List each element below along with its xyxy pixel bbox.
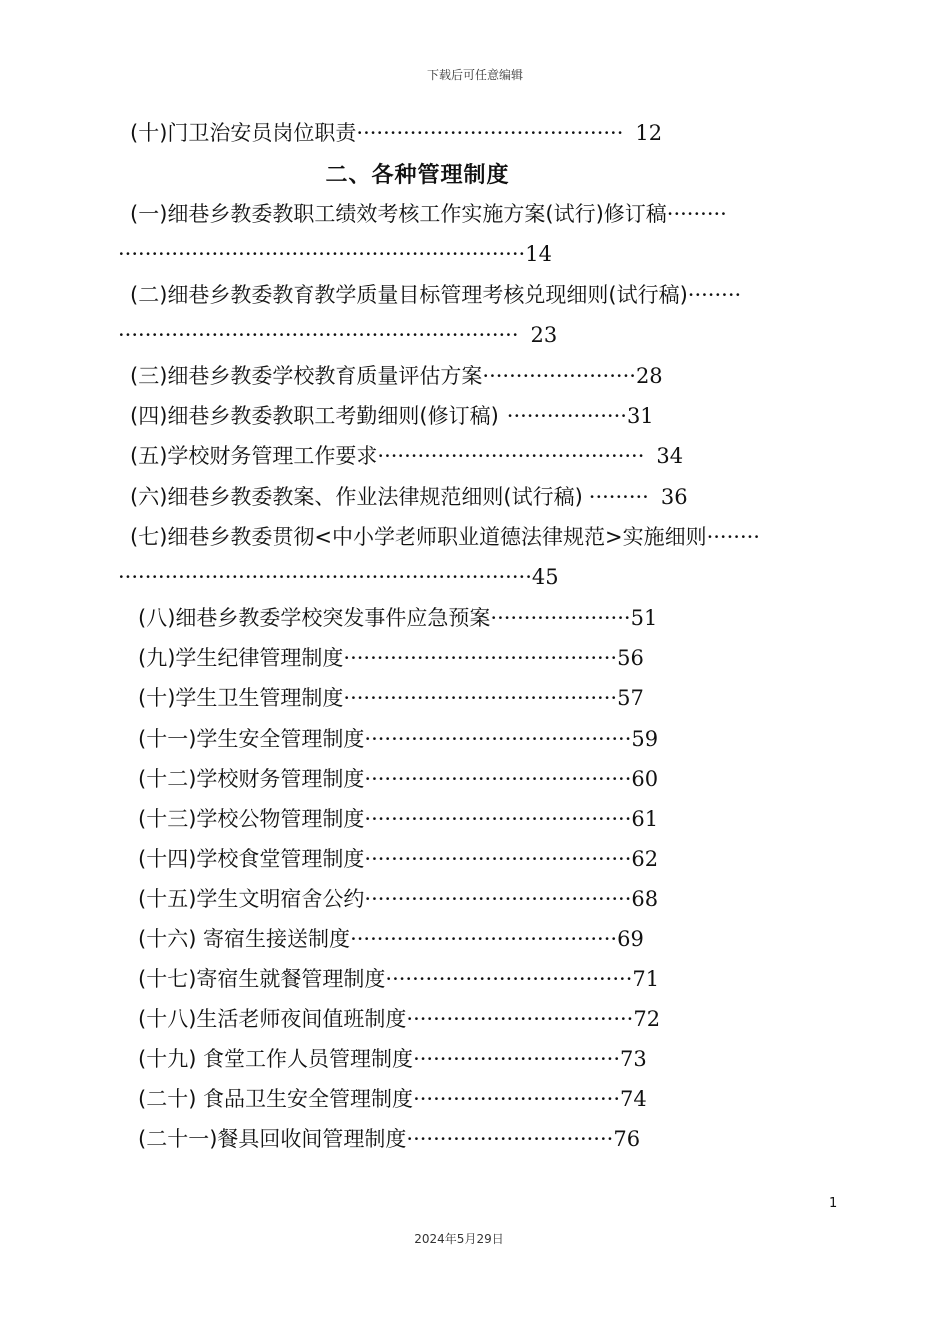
toc-page-number: 72 (633, 1007, 661, 1031)
toc-leader-dots: ········································· (343, 646, 618, 670)
toc-leader-dots: ·································· (406, 1007, 634, 1031)
toc-entry-label: (二十) 食品卫生安全管理制度 (138, 1087, 414, 1111)
toc-entry-ethics[interactable] (130, 523, 760, 551)
toc-entry-night-duty[interactable] (138, 1005, 660, 1033)
toc-entry-label: (七)细巷乡教委贯彻<中小学老师职业道德法律规范>实施细则 (130, 525, 707, 549)
toc-entry-label: (十五)学生文明宿舍公约 (138, 887, 365, 911)
page-number: 1 (829, 1196, 838, 1211)
toc-entry-label: (五)学校财务管理工作要求 (130, 444, 378, 468)
toc-page-number: 56 (617, 646, 644, 670)
toc-entry-performance-continued[interactable] (118, 240, 552, 268)
toc-entry-lesson-plan[interactable] (130, 483, 688, 511)
toc-page-number: 76 (613, 1127, 641, 1151)
toc-page-number: 23 (530, 323, 558, 347)
toc-entry-safety[interactable] (138, 725, 658, 753)
toc-entry-food-safety[interactable] (138, 1085, 647, 1113)
toc-entry-attendance[interactable] (130, 402, 654, 430)
toc-entry-finance-requirements[interactable] (130, 442, 683, 470)
toc-leader-dots: ········· (588, 485, 649, 509)
toc-leader-dots: ·················· (506, 404, 627, 428)
toc-page-number: 36 (660, 485, 688, 509)
toc-leader-dots: ········· (666, 202, 727, 226)
toc-entry-label: (八)细巷乡教委学校突发事件应急预案 (138, 606, 491, 630)
toc-entry-label: (十九) 食堂工作人员管理制度 (138, 1047, 414, 1071)
toc-page-number: 73 (620, 1047, 647, 1071)
toc-entry-label: (四)细巷乡教委教职工考勤细则(修订稿) (130, 404, 499, 428)
toc-leader-dots: ···························································· (118, 323, 519, 347)
toc-page-number: 69 (617, 927, 644, 951)
toc-page-number: 14 (525, 242, 552, 266)
toc-leader-dots: ······················· (482, 364, 636, 388)
toc-page-number: 68 (631, 887, 659, 911)
toc-leader-dots: ········ (687, 283, 742, 307)
toc-entry-boarding-transport[interactable] (138, 925, 644, 953)
toc-leader-dots: ······························································ (118, 565, 532, 589)
toc-page-number: 34 (656, 444, 684, 468)
toc-entry-boarding-meal[interactable] (138, 965, 659, 993)
toc-page-number: 61 (631, 807, 659, 831)
toc-entry-label: (十七)寄宿生就餐管理制度 (138, 967, 386, 991)
toc-entry-label: (二)细巷乡教委教育教学质量目标管理考核兑现细则(试行稿) (130, 283, 688, 307)
toc-page-number: 59 (631, 727, 659, 751)
toc-page-number: 51 (630, 606, 658, 630)
toc-entry-label: (二十一)餐具回收间管理制度 (138, 1127, 407, 1151)
toc-leader-dots: ········································ (356, 121, 624, 145)
toc-entry-performance[interactable] (130, 200, 727, 228)
toc-leader-dots: ····························································· (118, 242, 526, 266)
toc-entry-guard-duty[interactable] (130, 119, 662, 147)
toc-leader-dots: ······························· (413, 1087, 620, 1111)
toc-entry-ethics-continued[interactable] (118, 563, 559, 591)
toc-entry-label: (十六) 寄宿生接送制度 (138, 927, 351, 951)
toc-page-number: 28 (635, 364, 663, 388)
toc-entry-label: (九)学生纪律管理制度 (138, 646, 344, 670)
footer-date: 2024年5月29日 (414, 1232, 504, 1246)
toc-entry-finance[interactable] (138, 765, 658, 793)
toc-entry-label: (三)细巷乡教委学校教育质量评估方案 (130, 364, 483, 388)
page-header: 下载后可任意编辑 (426, 68, 523, 82)
toc-leader-dots: ········································ (364, 727, 632, 751)
toc-leader-dots: ········································ (377, 444, 645, 468)
toc-page-number: 31 (626, 404, 654, 428)
toc-entry-label: (十一)学生安全管理制度 (138, 727, 365, 751)
toc-page-number: 12 (635, 121, 663, 145)
toc-leader-dots: ····················· (490, 606, 631, 630)
toc-page-number: 71 (632, 967, 660, 991)
toc-leader-dots: ······························· (406, 1127, 614, 1151)
toc-leader-dots: ········································ (364, 767, 632, 791)
toc-entry-dormitory[interactable] (138, 885, 658, 913)
toc-leader-dots: ······························· (413, 1047, 620, 1071)
toc-entry-label: (十)门卫治安员岗位职责 (130, 121, 357, 145)
toc-entry-label: (十二)学校财务管理制度 (138, 767, 365, 791)
toc-page-number: 60 (631, 767, 659, 791)
toc-page-number: 45 (531, 565, 559, 589)
toc-page-number: 62 (631, 847, 659, 871)
toc-entry-hygiene[interactable] (138, 684, 644, 712)
toc-entry-label: (十八)生活老师夜间值班制度 (138, 1007, 407, 1031)
section-title: 二、各种管理制度 (325, 163, 510, 188)
toc-entry-emergency[interactable] (138, 604, 657, 632)
toc-entry-label: (十)学生卫生管理制度 (138, 686, 344, 710)
toc-entry-label: (六)细巷乡教委教案、作业法律规范细则(试行稿) (130, 485, 583, 509)
toc-entry-quality[interactable] (130, 281, 741, 309)
toc-leader-dots: ········································ (364, 847, 632, 871)
toc-entry-label: (一)细巷乡教委教职工绩效考核工作实施方案(试行)修订稿 (130, 202, 667, 226)
toc-entry-label: (十三)学校公物管理制度 (138, 807, 365, 831)
toc-page-number: 74 (620, 1087, 647, 1111)
toc-leader-dots: ········································ (364, 887, 632, 911)
toc-leader-dots: ········································· (343, 686, 618, 710)
toc-entry-discipline[interactable] (138, 644, 644, 672)
toc-entry-tableware[interactable] (138, 1125, 640, 1153)
toc-leader-dots: ········································ (364, 807, 632, 831)
toc-entry-canteen-staff[interactable] (138, 1045, 647, 1073)
toc-entry-public-property[interactable] (138, 805, 658, 833)
toc-entry-label: (十四)学校食堂管理制度 (138, 847, 365, 871)
toc-leader-dots: ····································· (385, 967, 633, 991)
toc-leader-dots: ········································ (350, 927, 618, 951)
toc-entry-canteen[interactable] (138, 845, 658, 873)
toc-leader-dots: ········ (706, 525, 760, 549)
toc-entry-quality-continued[interactable] (118, 321, 557, 349)
toc-entry-assessment[interactable] (130, 362, 663, 390)
toc-page-number: 57 (617, 686, 644, 710)
